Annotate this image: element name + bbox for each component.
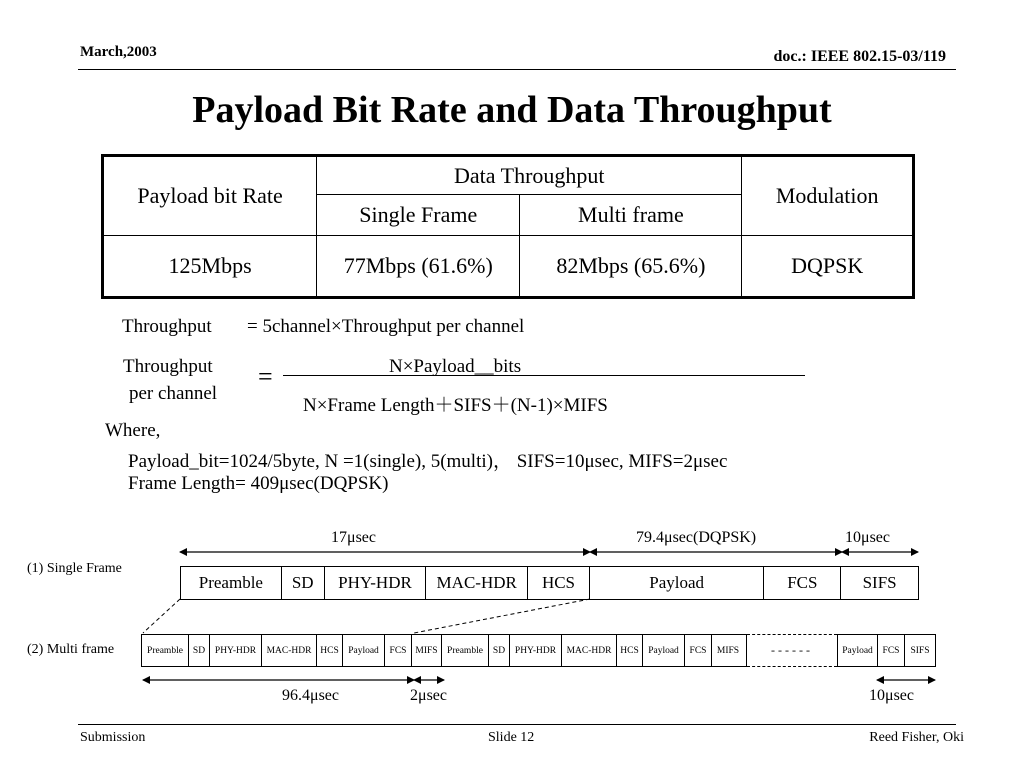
footer-author: Reed Fisher, Oki — [869, 730, 964, 745]
footer-rule — [78, 724, 956, 725]
header-data-throughput: Data Throughput — [317, 156, 742, 195]
header-multi-frame: Multi frame — [520, 195, 742, 236]
formula-throughput-label: Throughput — [122, 316, 212, 337]
mblock-ellipsis: ------ — [747, 634, 837, 667]
footer-submission: Submission — [80, 730, 146, 745]
header-payload-bit-rate: Payload bit Rate — [103, 156, 317, 236]
fraction-denominator: N×Frame Length＋SIFS＋(N-1)×MIFS — [303, 395, 608, 416]
mblock-mifs: MIFS — [716, 645, 740, 656]
zoom-line-right — [414, 599, 590, 633]
block-fcs: FCS — [764, 567, 841, 599]
block-phy-hdr: PHY-HDR — [325, 567, 427, 599]
mblock-payload: Payload — [643, 635, 685, 666]
footer-slide-number: Slide 12 — [488, 730, 535, 745]
block-mac-hdr: MAC-HDR — [426, 567, 528, 599]
label-96usec: 96.4μsec — [282, 687, 340, 704]
multi-frame-tail — [837, 634, 936, 667]
label-2usec: 2μsec — [410, 687, 448, 704]
block-hcs: HCS — [528, 567, 590, 599]
mblock-fcs: FCS — [385, 635, 412, 666]
where-label: Where, — [105, 420, 161, 441]
label-79usec: 79.4μsec(DQPSK) — [636, 529, 757, 546]
slide-title: Payload Bit Rate and Data Throughput — [192, 89, 832, 131]
zoom-line-left — [143, 599, 180, 633]
block-sd: SD — [282, 567, 325, 599]
header-doc-id: doc.: IEEE 802.15-03/119 — [773, 48, 946, 65]
single-frame-label: (1) Single Frame — [27, 561, 122, 576]
tpc-label-line1: Throughput — [123, 356, 213, 377]
mblock-mifs: MIFS — [412, 635, 442, 666]
mblock-preamble: Preamble — [442, 635, 489, 666]
mblock-hcs: HCS — [617, 635, 643, 666]
label-17usec: 17μsec — [331, 529, 377, 546]
mblock-mac-hdr: MAC-HDR — [262, 635, 317, 666]
mblock-fcs: FCS — [685, 635, 712, 666]
formula-throughput-expression: = 5channel×Throughput per channel — [247, 316, 525, 337]
multi-frame-group — [141, 634, 747, 667]
mblock-fcs: FCS — [878, 635, 905, 666]
mblock-payload: Payload — [838, 635, 878, 666]
equals-sign: = — [258, 362, 273, 391]
label-10usec-top: 10μsec — [845, 529, 891, 546]
label-10usec-bottom: 10μsec — [869, 687, 915, 704]
single-frame-blocks — [180, 566, 919, 600]
header-date: March,2003 — [80, 44, 157, 60]
header-single-frame: Single Frame — [317, 195, 520, 236]
mblock-preamble: Preamble — [142, 635, 189, 666]
block-sifs: SIFS — [862, 573, 897, 592]
where-line-2: Frame Length= 409μsec(DQPSK) — [128, 473, 389, 494]
mblock-payload: Payload — [343, 635, 385, 666]
cell-single: 77Mbps (61.6%) — [317, 236, 520, 298]
mblock-mac-hdr: MAC-HDR — [562, 635, 617, 666]
where-line-1: Payload_bit=1024/5byte, N =1(single), 5(multi)， SIFS=10μsec, MIFS=2μsec — [128, 451, 728, 472]
header-modulation: Modulation — [742, 156, 914, 236]
tpc-label-line2: per channel — [129, 383, 218, 404]
multi-frame-label: (2) Multi frame — [27, 642, 115, 657]
fraction-numerator: N×Payload__bits — [389, 356, 522, 377]
cell-rate: 125Mbps — [103, 236, 317, 298]
cell-multi: 82Mbps (65.6%) — [520, 236, 742, 298]
block-preamble: Preamble — [181, 567, 282, 599]
mblock-sd: SD — [189, 635, 210, 666]
mblock-phy-hdr: PHY-HDR — [510, 635, 562, 666]
mblock-sd: SD — [489, 635, 510, 666]
block-payload: Payload — [590, 567, 765, 599]
cell-modulation: DQPSK — [742, 236, 914, 298]
mblock-hcs: HCS — [317, 635, 343, 666]
mblock-sifs: SIFS — [910, 645, 930, 656]
mblock-phy-hdr: PHY-HDR — [210, 635, 262, 666]
multi-frame-blocks — [141, 634, 936, 667]
